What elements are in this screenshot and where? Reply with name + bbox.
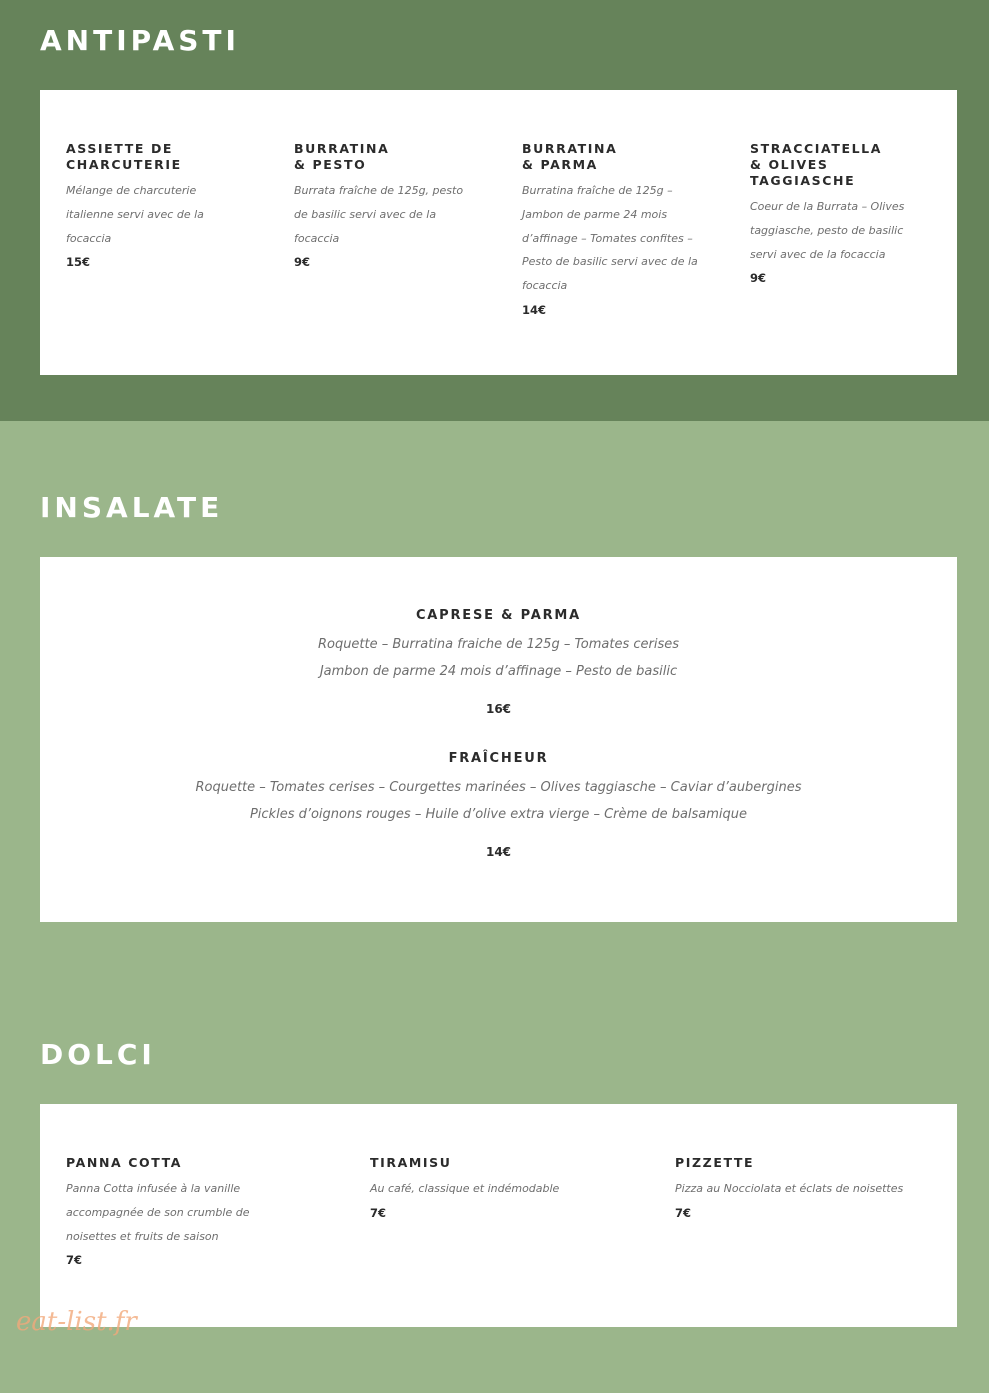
- section-title-dolci: DOLCI: [40, 1038, 156, 1071]
- item-price: 7€: [66, 1253, 83, 1268]
- menu-item-pizzette: [675, 1155, 943, 1225]
- menu-item-burratina-pesto: [294, 141, 480, 274]
- insalate-card: [40, 557, 957, 922]
- menu-item-assiette: [66, 141, 238, 274]
- item-price: 16€: [485, 702, 512, 716]
- item-name-line: BURRATINA: [522, 141, 618, 156]
- item-price: 14€: [522, 302, 547, 317]
- menu-item-burratina-parma: [522, 141, 708, 322]
- item-description-line: Roquette – Burratina fraiche de 125g – Tomates cerises: [317, 637, 680, 652]
- antipasti-card: [40, 90, 957, 375]
- item-description-line: Jambon de parme 24 mois d’affinage – Pesto de basilic: [319, 664, 678, 679]
- item-name-line: & OLIVES: [750, 157, 829, 172]
- item-description-line: Roquette – Tomates cerises – Courgettes marinées – Olives taggiasche – Caviar d’aubergines: [195, 780, 802, 795]
- dolci-card: [40, 1104, 957, 1327]
- item-name: TIRAMISU: [370, 1155, 452, 1170]
- item-name-line: TAGGIASCHE: [750, 173, 856, 188]
- item-price: 14€: [485, 845, 512, 859]
- item-description: Panna Cotta infusée à la vanille accompagnée de son crumble de noisettes et fruits de saison: [66, 1182, 250, 1243]
- item-price: 9€: [750, 271, 767, 286]
- section-title-insalate: INSALATE: [40, 491, 224, 524]
- item-name: PIZZETTE: [675, 1155, 755, 1170]
- item-description: Mélange de charcuterie italienne servi avec de la focaccia: [66, 184, 204, 245]
- menu-item-fraicheur: [40, 750, 957, 864]
- watermark: eat-list.fr: [16, 1307, 137, 1337]
- item-name-line: STRACCIATELLA: [750, 141, 882, 156]
- item-description: Burrata fraîche de 125g, pesto de basilic servi avec de la focaccia: [294, 184, 464, 245]
- item-name: PANNA COTTA: [66, 1155, 183, 1170]
- menu-item-panna-cotta: [66, 1155, 280, 1272]
- menu-item-caprese-parma: [40, 607, 957, 721]
- item-price: 9€: [294, 255, 311, 270]
- item-description-line: Pickles d’oignons rouges – Huile d’olive extra vierge – Crème de balsamique: [249, 807, 748, 822]
- item-name-line: BURRATINA: [294, 141, 390, 156]
- item-description: Burratina fraîche de 125g – Jambon de parme 24 mois d’affinage – Tomates confites – Pesto de basilic servi avec de la focaccia: [522, 184, 698, 293]
- item-price: 7€: [675, 1205, 692, 1220]
- item-price: 15€: [66, 255, 91, 270]
- menu-item-tiramisu: [370, 1155, 610, 1225]
- item-name-line: ASSIETTE DE: [66, 141, 174, 156]
- item-name-line: CHARCUTERIE: [66, 157, 182, 172]
- item-price: 7€: [370, 1205, 387, 1220]
- item-name: FRAÎCHEUR: [448, 751, 549, 766]
- item-description: Pizza au Nocciolata et éclats de noisettes: [675, 1182, 904, 1195]
- item-name-line: & PESTO: [294, 157, 367, 172]
- section-title-antipasti: ANTIPASTI: [40, 24, 240, 57]
- item-description: Coeur de la Burrata – Olives taggiasche, pesto de basilic servi avec de la focaccia: [750, 200, 905, 261]
- item-name: CAPRESE & PARMA: [415, 608, 582, 623]
- item-description: Au café, classique et indémodable: [370, 1182, 560, 1195]
- menu-item-stracciatella: [750, 141, 930, 290]
- item-name-line: & PARMA: [522, 157, 598, 172]
